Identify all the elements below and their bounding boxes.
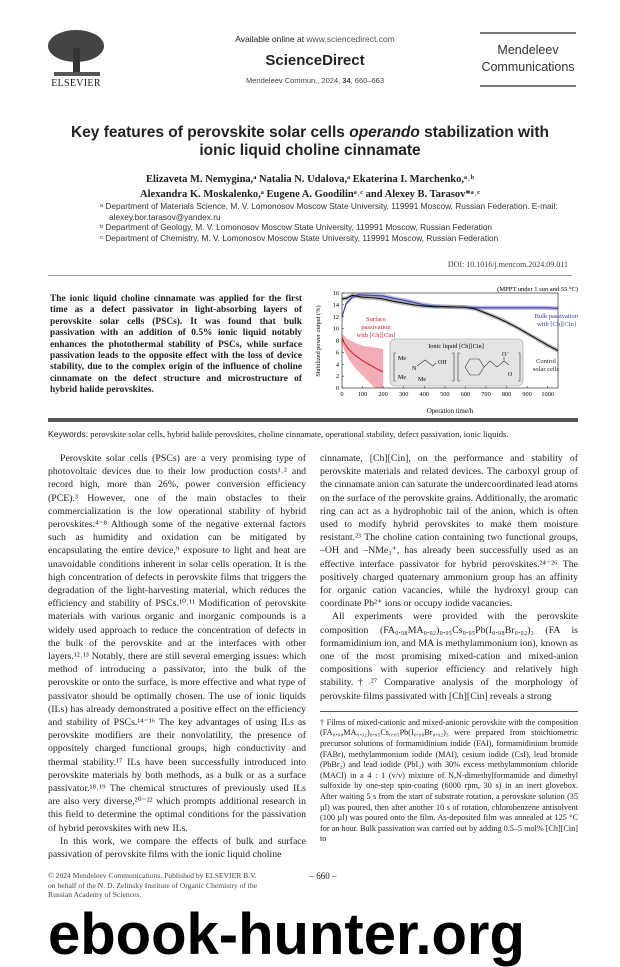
watermark: ebook-hunter.org xyxy=(48,902,525,967)
title-italic: operando xyxy=(349,124,420,141)
footnote: † Films of mixed-cationic and mixed-anionic perovskite with the composition (FA₀.₉₈MA₀.₀₂)₀.₉₅Cs₀.₀₅Pb(I₀.₉₈Br₀.₀₂)₃ were prepared from stoichiometric precursor solutions of formamidinium iodide (FAI), formamidinium bromide (FABr), methylammonium iodide (MAI), cesium iodide (CsI), lead bromide (PbBr₂) and lead iodide (PbI₂) with 30% excess methylammonium chloride (MACl) in a 4 : 1 (v/v) mixture of N,N-dimethylformamide and dimethyl sulfoxide by one-step spin-coating (6000 rpm, 30 s) in an inert glovebox. After waiting 5 s from the start of substrate rotation, a perovskite solution (35 µl) was poured, then after another 10 s of rotation, chlorobenzene antisolvent (100 µl) was poured onto the film. As-deposited film was annealed at 125 °C for an hour. Bulk passivation was carried out by adding 0.5–5 mol% [Ch][Cin] to xyxy=(320,717,578,844)
divider-thick xyxy=(48,418,578,422)
title-part1: Key features of perovskite solar cells xyxy=(70,124,350,141)
keywords-list: perovskite solar cells, hybrid halide perovskites, choline cinnamate, operational stability, defect passivation, ionic liquids. xyxy=(88,429,509,439)
copyright-line3: Russian Academy of Sciences. xyxy=(48,890,142,900)
graphical-abstract-figure xyxy=(312,283,580,416)
stability-chart xyxy=(312,283,580,416)
ionic-liquid-inset xyxy=(390,339,523,386)
body-left-column xyxy=(48,452,306,861)
bulk-label-line2: with [Ch][Cin] xyxy=(537,321,576,328)
elsevier-logo-text: ELSEVIER xyxy=(51,78,101,89)
author-list xyxy=(60,172,560,202)
copyright-footer xyxy=(48,871,298,900)
journal-name-line1: Mendeleev xyxy=(497,43,559,57)
sciencedirect-brand: ScienceDirect xyxy=(265,52,365,69)
y-tick-label: 10 xyxy=(332,325,339,333)
affiliations xyxy=(100,201,570,243)
inset-o: O xyxy=(508,372,513,378)
page-number: – 660 – xyxy=(309,871,337,882)
citation-volume: 34 xyxy=(342,76,351,85)
x-tick-label: 400 xyxy=(419,391,430,398)
y-tick-label: 12 xyxy=(332,313,339,321)
sciencedirect-link[interactable]: www.sciencedirect.com xyxy=(306,34,395,44)
inset-n: N xyxy=(412,366,417,372)
citation-journal: Mendeleev Commun., 2024, xyxy=(245,76,343,85)
y-tick-label: 6 xyxy=(335,349,339,357)
x-tick-label: 300 xyxy=(398,391,409,398)
x-tick-label: 800 xyxy=(501,391,512,398)
y-tick-label: 8 xyxy=(335,337,339,345)
bulk-label-line1: Bulk passivation xyxy=(534,313,578,320)
authors-line2: Alexandra K. Moskalenko,ᵃ Eugene A. Goodilinᵃ˒ᶜ and Alexey B. Tarasov*ᵃ˒ᶜ xyxy=(140,189,480,200)
x-tick-label: 1000 xyxy=(541,391,555,398)
graphical-abstract-text: The ionic liquid choline cinnamate was applied for the first time as a defect passivator in light-absorbing layers of perovskite solar cells (PSCs). It was found that bulk passivation with an addition of 0.5% ionic liquid notably enhances the photothermal stability of PSCs, while surface passivation leads to the opposite effect with the loss of device stability, due to the complex origin of the influence of choline cinnamate on the defect structure and microstructure of hybrid halide perovskites. xyxy=(50,294,302,396)
surface-label-line2: passivation xyxy=(361,324,391,331)
affiliation-c: ᶜ Department of Chemistry, M. V. Lomonosov Moscow State University, 119991 Moscow, Russian Federation xyxy=(100,232,499,243)
control-label-line2: solar cells xyxy=(532,366,560,373)
inset-me1: Me xyxy=(398,356,406,362)
elsevier-logo xyxy=(40,28,112,78)
affiliation-b: ᵇ Department of Geology, M. V. Lomonosov Moscow State University, 119991 Moscow, Russian Federation xyxy=(100,222,493,232)
body-paragraph: cinnamate, [Ch][Cin], on the performance and stability of perovskite materials and related devices. The carboxyl group of the cinnamate anion can saturate the undercoordinated lead atoms on the surface of the perovskite grains. Additionally, the aromatic ring can act as a hydrophobic tail of the anion, which is often used to modify hybrid perovskites to make them moisture resistant.²³ The choline cation containing two functional groups, –OH and –NMe₃⁺, has already been successfully used as an effective interface passivator for hybrid perovskites.²⁴⁻²⁶ The positively charged quaternary ammonium group has an affinity for organic cation vacancies, while the hydroxyl group can coordinate Pb²⁺ ions or occupy iodide vacancies. xyxy=(320,453,578,610)
inset-me3: Me xyxy=(418,377,426,383)
y-tick-label: 14 xyxy=(332,301,339,309)
journal-name-line2: Communications xyxy=(481,60,575,74)
article-title xyxy=(60,124,560,160)
doi[interactable]: DOI: 10.1016/j.mencom.2024.09.011 xyxy=(447,260,568,269)
article-body xyxy=(48,452,578,966)
keywords xyxy=(48,429,578,439)
x-tick-label: 900 xyxy=(522,391,532,398)
inset-oh: OH xyxy=(438,360,447,366)
body-paragraph: All experiments were provided with the perovskite composition (FA₀.₉₈MA₀.₀₂)₀.₉₅Cs₀.₀₅Pb(I₀.₉₈Br₀.₀₂)₃ (FA is formamidinium ion, and MA is methylammonium ion), known as one of the most promising mixed-cation and mixed-anion compositions with superior efficiency and relatively high stability.†˒²⁷ Comparative analysis of the morphology of perovskite films passivated with [Ch][Cin] reveals a strong xyxy=(320,611,578,702)
x-tick-label: 700 xyxy=(481,391,491,398)
x-tick-label: 100 xyxy=(357,391,368,398)
y-tick-label: 4 xyxy=(335,361,339,369)
body-paragraph: In this work, we compare the effects of bulk and surface passivation of perovskite films with the ionic liquid choline xyxy=(48,835,306,861)
y-tick-label: 0 xyxy=(335,385,339,392)
y-axis-label: Stabilized power output (%) xyxy=(315,305,322,377)
chart-title: (MPPT under 1 sun and 55 °C) xyxy=(497,286,578,293)
inset-me2: Me xyxy=(398,375,406,381)
available-online-label: Available online at xyxy=(235,34,307,44)
body-right-column xyxy=(320,452,578,861)
x-tick-label: 0 xyxy=(340,391,344,398)
journal-name-box xyxy=(480,32,576,87)
keywords-label: Keywords: xyxy=(48,429,89,439)
inset-o-minus: O⁻ xyxy=(502,352,510,358)
title-part2: stabilization with ionic liquid choline cinnamate xyxy=(199,124,550,159)
affiliation-a: ᵃ Department of Materials Science, M. V. Lomonosov Moscow State University, 119991 Moscow, Russian Federation. E-mail: alexey.bor.tarasov@yandex.ru xyxy=(100,201,558,222)
copyright-line2: on behalf of the N. D. Zelinsky Institute of Organic Chemistry of the xyxy=(48,880,258,890)
inset-title: Ionic liquid [Ch][Cin] xyxy=(428,343,484,350)
y-tick-label: 16 xyxy=(332,290,339,297)
footnote-divider xyxy=(320,711,578,712)
elsevier-tree-icon xyxy=(40,28,112,78)
divider xyxy=(48,275,572,276)
surface-label-line1: Surface xyxy=(366,316,386,323)
x-axis-label: Operation time/h xyxy=(426,408,474,415)
journal-citation xyxy=(200,76,430,85)
control-label-line1: Control xyxy=(536,358,556,365)
citation-pages: , 660–663 xyxy=(350,76,385,85)
available-online xyxy=(200,34,430,44)
authors-line1: Elizaveta M. Nemygina,ᵃ Natalia N. Udalova,ᵃ Ekaterina I. Marchenko,ᵃ˒ᵇ xyxy=(146,174,474,185)
copyright-line1: © 2024 Mendeleev Communications. Published by ELSEVIER B.V. xyxy=(48,871,257,881)
y-tick-label: 2 xyxy=(335,373,339,381)
surface-label-line3: with [Ch][Cin] xyxy=(356,332,396,339)
x-tick-label: 600 xyxy=(460,391,471,398)
x-tick-label: 200 xyxy=(378,391,388,398)
x-tick-label: 500 xyxy=(440,391,450,398)
body-paragraph: Perovskite solar cells (PSCs) are a very promising type of photovoltaic devices due to their low production costs¹˒² and record high, more than 26%, power conversion efficiency (PCE).³ However, one of the main obstacles to their commercialization is the low operational stability of hybrid perovskites.⁴⁻⁸ Although some of the negative external factors such as humidity and oxidation can be mitigated by encapsulating the entire device,⁹ exposure to light and heat are unavoidable conditions inherent in solar cells operation. It is the high concentration of defects in perovskite films that triggers the degradation of the light-harvesting material, which reduces the efficiency and stability of PSCs.¹⁰˒¹¹ Modification of perovskite materials with various organic and inorganic compounds is a widely used approach to reduce the concentration of defects in the bulk of the perovskite and at the interfaces with other layers.¹²˒¹³ Notably, there are still several emerging issues: which method of introducing a passivator, into the bulk of the perovskite or onto the surface, is more effective and what type of passivator should be optimally chosen. The use of ionic liquids (ILs) has already demonstrated a positive effect on the efficiency and stability of PSCs.¹⁴⁻¹⁶ The key advantages of using ILs as perovskite modifiers are their nonvolatility, the presence of oppositely charged functional groups, high conductivity and thermal stability.¹⁷ ILs have been successfully introduced into perovskite materials by both methods, as a bulk or as a surface passivator.¹⁸˒¹⁹ The chemical structures of previously used ILs are also very diverse,²⁰⁻²² which prompts additional research in this field to determine the optimal conditions for the passivation of hybrid perovskites with new ILs. xyxy=(48,453,306,834)
